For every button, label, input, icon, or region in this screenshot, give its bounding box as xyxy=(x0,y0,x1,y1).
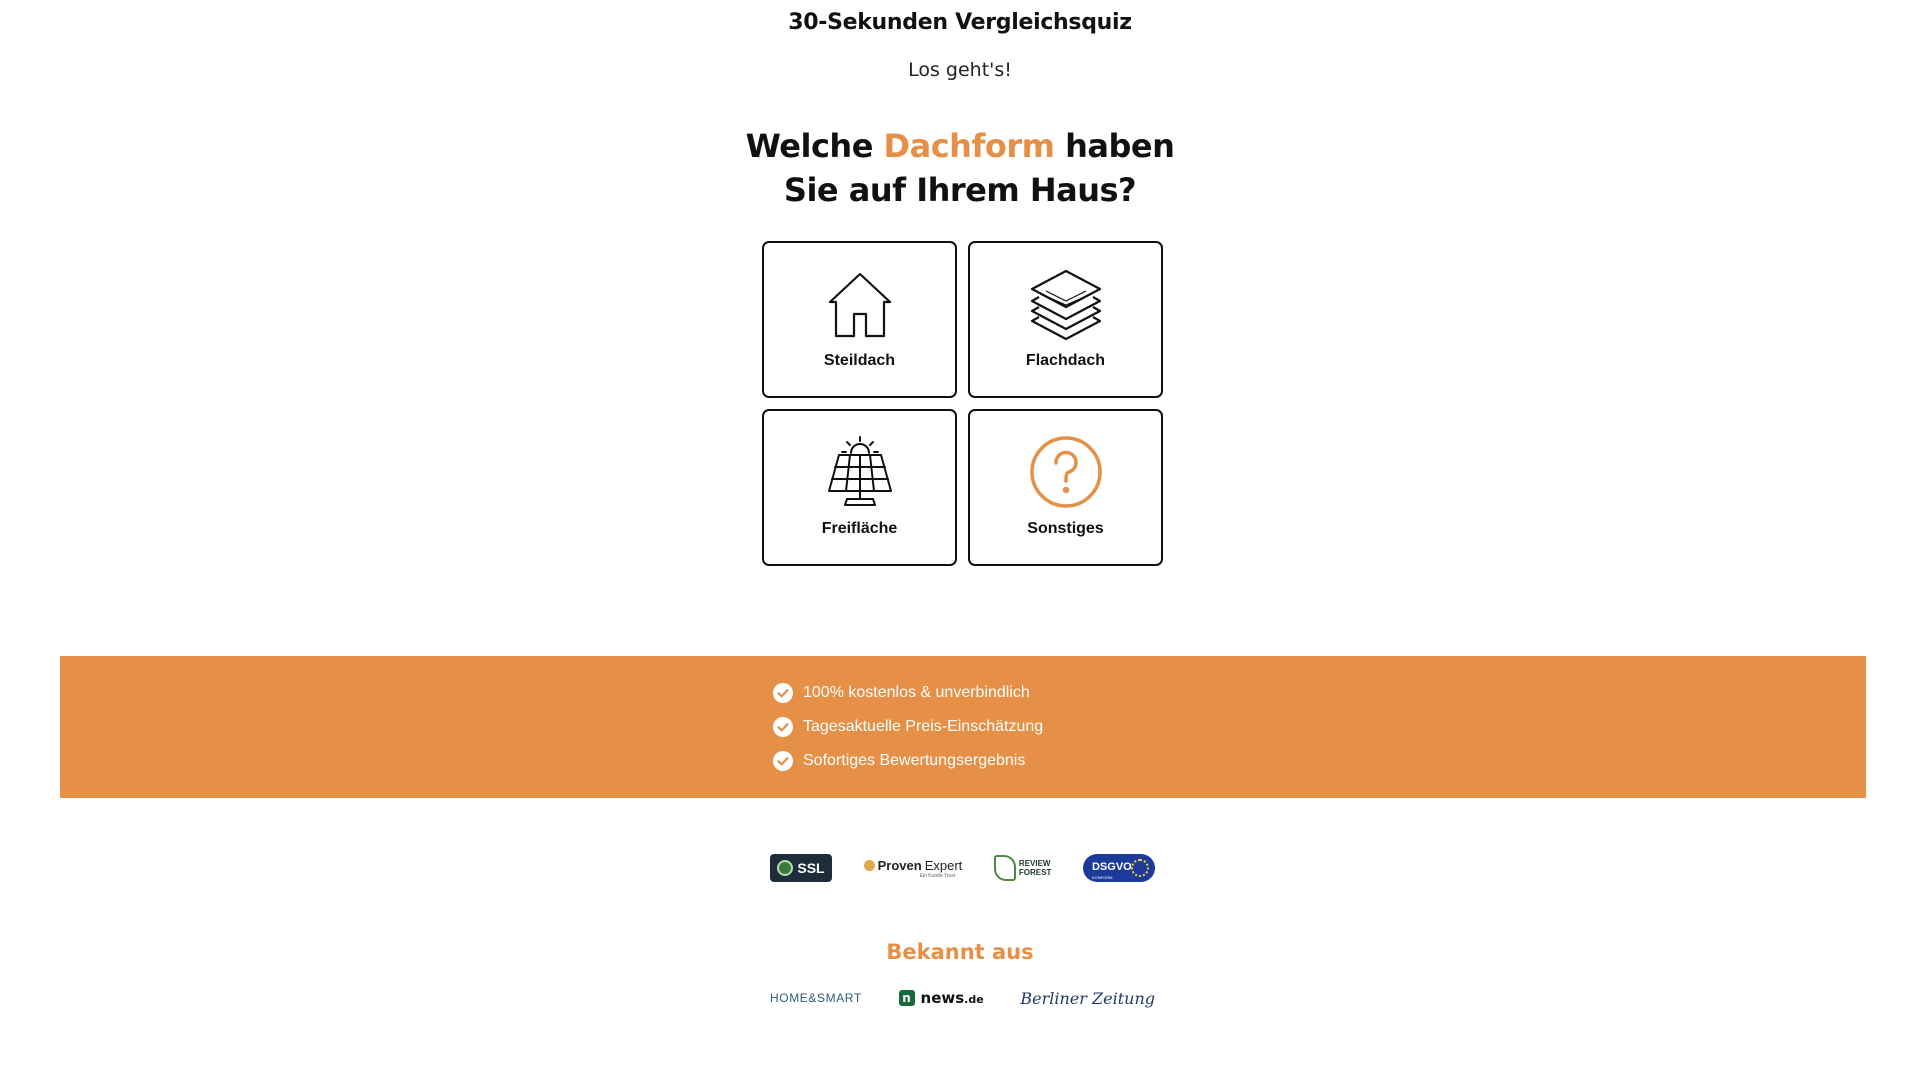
option-steildach[interactable] xyxy=(762,241,957,398)
option-flachdach[interactable] xyxy=(968,241,1163,398)
home-smart-logo: HOME&SMART xyxy=(770,991,862,1005)
option-label: Freifläche xyxy=(821,520,898,537)
leaf-icon xyxy=(994,855,1016,881)
proven-expert-badge xyxy=(864,858,963,879)
ssl-badge xyxy=(770,854,832,882)
option-sonstiges[interactable] xyxy=(968,409,1163,566)
review-forest-badge xyxy=(994,855,1051,881)
check-circle-icon xyxy=(773,751,793,771)
pe-bold: Proven xyxy=(877,857,922,873)
benefit-item xyxy=(773,710,1043,744)
option-label: Steildach xyxy=(823,352,896,369)
news-n-icon: n xyxy=(899,990,915,1006)
press-logos xyxy=(770,984,1155,1012)
pe-sub: Ein Kunde Trust xyxy=(919,872,956,879)
layers-icon xyxy=(1029,267,1103,341)
check-circle-icon xyxy=(773,683,793,703)
eu-stars-icon xyxy=(1131,859,1149,877)
quiz-subtitle: Los geht's! xyxy=(908,59,1012,81)
dsgvo-badge xyxy=(1083,854,1155,882)
option-label: Flachdach xyxy=(1025,352,1106,369)
benefits-list xyxy=(773,676,1043,778)
benefits-band xyxy=(60,656,1866,798)
benefit-text: Tagesaktuelle Preis-Einschätzung xyxy=(803,718,1044,735)
check-dot-icon xyxy=(864,860,875,871)
question-circle-icon xyxy=(1029,435,1103,509)
option-freiflaeche[interactable] xyxy=(762,409,957,566)
dsgvo-title: DSGVO xyxy=(1091,860,1132,873)
question-highlight: Dachform xyxy=(883,127,1055,165)
berliner-zeitung-logo: Berliner Zeitung xyxy=(1020,988,1155,1008)
news-de-logo xyxy=(899,989,984,1007)
shield-icon xyxy=(777,860,793,876)
question-prefix: Welche xyxy=(745,127,873,165)
pe-light: Expert xyxy=(924,857,963,873)
trust-badges xyxy=(770,852,1155,884)
question-line2: Sie auf Ihrem Haus? xyxy=(783,171,1137,209)
benefit-text: 100% kostenlos & unverbindlich xyxy=(803,684,1030,701)
question-suffix: haben xyxy=(1065,127,1175,165)
rf-line2: FOREST xyxy=(1018,868,1052,877)
benefit-item xyxy=(773,676,1043,710)
known-from-title: Bekannt aus xyxy=(886,940,1034,964)
answer-options xyxy=(762,241,1166,566)
question-heading xyxy=(0,124,1920,212)
news-tld: .de xyxy=(964,993,984,1006)
solar-panel-icon xyxy=(823,435,897,509)
rf-line1: REVIEW xyxy=(1018,859,1051,868)
news-name: news xyxy=(920,989,965,1007)
benefit-item xyxy=(773,744,1043,778)
ssl-label: SSL xyxy=(797,860,825,876)
house-icon xyxy=(823,267,897,341)
benefit-text: Sofortiges Bewertungsergebnis xyxy=(803,752,1026,769)
check-circle-icon xyxy=(773,717,793,737)
dsgvo-sub: KONFORM xyxy=(1091,874,1113,880)
option-label: Sonstiges xyxy=(1027,520,1104,537)
quiz-title: 30-Sekunden Vergleichsquiz xyxy=(788,10,1132,35)
